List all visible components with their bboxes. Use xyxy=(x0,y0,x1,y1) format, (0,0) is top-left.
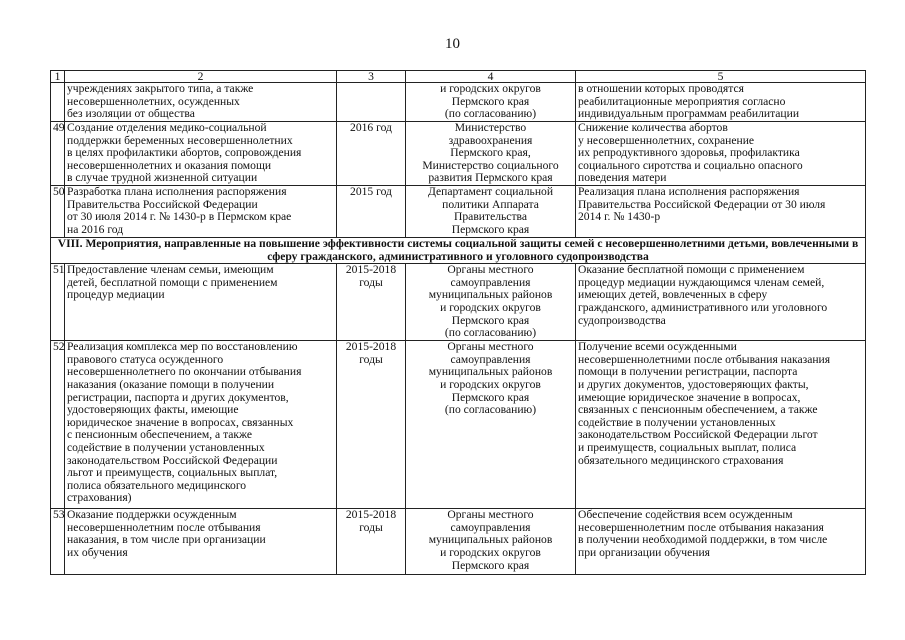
row-number: 51 xyxy=(51,264,65,341)
row-number xyxy=(51,83,65,122)
term-cell xyxy=(337,83,406,122)
executor-cell: и городских округов Пермского края (по согласованию) xyxy=(406,83,576,122)
term-cell: 2016 год xyxy=(337,122,406,186)
term-cell: 2015-2018 годы xyxy=(337,509,406,575)
column-number: 2 xyxy=(65,71,337,83)
term-cell: 2015-2018 годы xyxy=(337,341,406,509)
measure-cell: Реализация комплекса мер по восстановлению правового статуса осужденного несовершеннолетнего по окончании отбывания наказания (оказание помощи в получении регистрации, паспорта и других документов, удостоверяющих факты, имеющие юридическое значение в вопросах, связанных с пенсионным обеспечением, а также содействие в получении установленных законодательством Российской Федерации льгот и преимуществ, социальных выплат, полиса обязательного медицинского страхования) xyxy=(65,341,337,509)
executor-cell: Органы местного самоуправления муниципальных районов и городских округов Пермского края (по согласованию) xyxy=(406,341,576,509)
executor-cell: Органы местного самоуправления муниципальных районов и городских округов Пермского края (по согласованию) xyxy=(406,264,576,341)
measure-cell: Разработка плана исполнения распоряжения Правительства Российской Федерации от 30 июля 2014 г. № 1430-р в Пермском крае на 2016 год xyxy=(65,186,337,238)
table-row xyxy=(51,509,866,575)
page-number: 10 xyxy=(445,36,460,52)
measure-cell: Предоставление членам семьи, имеющим детей, бесплатной помощи с применением процедур медиации xyxy=(65,264,337,341)
table-row xyxy=(51,341,866,509)
result-cell: в отношении которых проводятся реабилитационные мероприятия согласно индивидуальным программам реабилитации xyxy=(576,83,866,122)
section-row xyxy=(51,238,866,264)
term-cell: 2015-2018 годы xyxy=(337,264,406,341)
table-row xyxy=(51,83,866,122)
column-number: 3 xyxy=(337,71,406,83)
result-cell: Оказание бесплатной помощи с применением процедур медиации нуждающимся членам семей, имеющих детей, вовлеченных в сферу гражданского, административного или уголовного судопроизводства xyxy=(576,264,866,341)
term-cell: 2015 год xyxy=(337,186,406,238)
result-cell: Снижение количества абортов у несовершеннолетних, сохранение их репродуктивного здоровья, профилактика социального сиротства и социально опасного поведения матери xyxy=(576,122,866,186)
measure-cell: учреждениях закрытого типа, а также несовершеннолетних, осужденных без изоляции от общества xyxy=(65,83,337,122)
table-row xyxy=(51,264,866,341)
measure-cell: Создание отделения медико-социальной поддержки беременных несовершеннолетних в целях профилактики абортов, сопровождения несовершеннолетних и оказания помощи в случае трудной жизненной ситуации xyxy=(65,122,337,186)
column-number: 1 xyxy=(51,71,65,83)
table-row xyxy=(51,122,866,186)
executor-cell: Органы местного самоуправления муниципальных районов и городских округов Пермского края xyxy=(406,509,576,575)
row-number: 52 xyxy=(51,341,65,509)
column-number: 5 xyxy=(576,71,866,83)
table-row xyxy=(51,186,866,238)
row-number: 50 xyxy=(51,186,65,238)
executor-cell: Департамент социальной политики Аппарата Правительства Пермского края xyxy=(406,186,576,238)
column-numbers-row xyxy=(51,71,866,83)
executor-cell: Министерство здравоохранения Пермского края, Министерство социального развития Пермского края xyxy=(406,122,576,186)
measures-table xyxy=(50,70,866,575)
result-cell: Реализация плана исполнения распоряжения Правительства Российской Федерации от 30 июля 2014 г. № 1430-р xyxy=(576,186,866,238)
row-number: 53 xyxy=(51,509,65,575)
column-number: 4 xyxy=(406,71,576,83)
row-number: 49 xyxy=(51,122,65,186)
result-cell: Получение всеми осужденными несовершеннолетними после отбывания наказания помощи в получении регистрации, паспорта и других документов, удостоверяющих факты, имеющие юридическое значение в вопросах, связанных с пенсионным обеспечением, а также содействие в получении установленных законодательством Российской Федерации льгот и преимуществ, социальных выплат, полиса обязательного медицинского страхования xyxy=(576,341,866,509)
measure-cell: Оказание поддержки осужденным несовершеннолетним после отбывания наказания, в том числе при организации их обучения xyxy=(65,509,337,575)
section-title: VIII. Мероприятия, направленные на повышение эффективности системы социальной защиты семей с несовершеннолетними детьми, вовлеченными в сферу гражданского, административного и уголовного судопроизводства xyxy=(51,238,866,264)
result-cell: Обеспечение содействия всем осужденным несовершеннолетним после отбывания наказания в получении необходимой поддержки, в том числе при организации обучения xyxy=(576,509,866,575)
